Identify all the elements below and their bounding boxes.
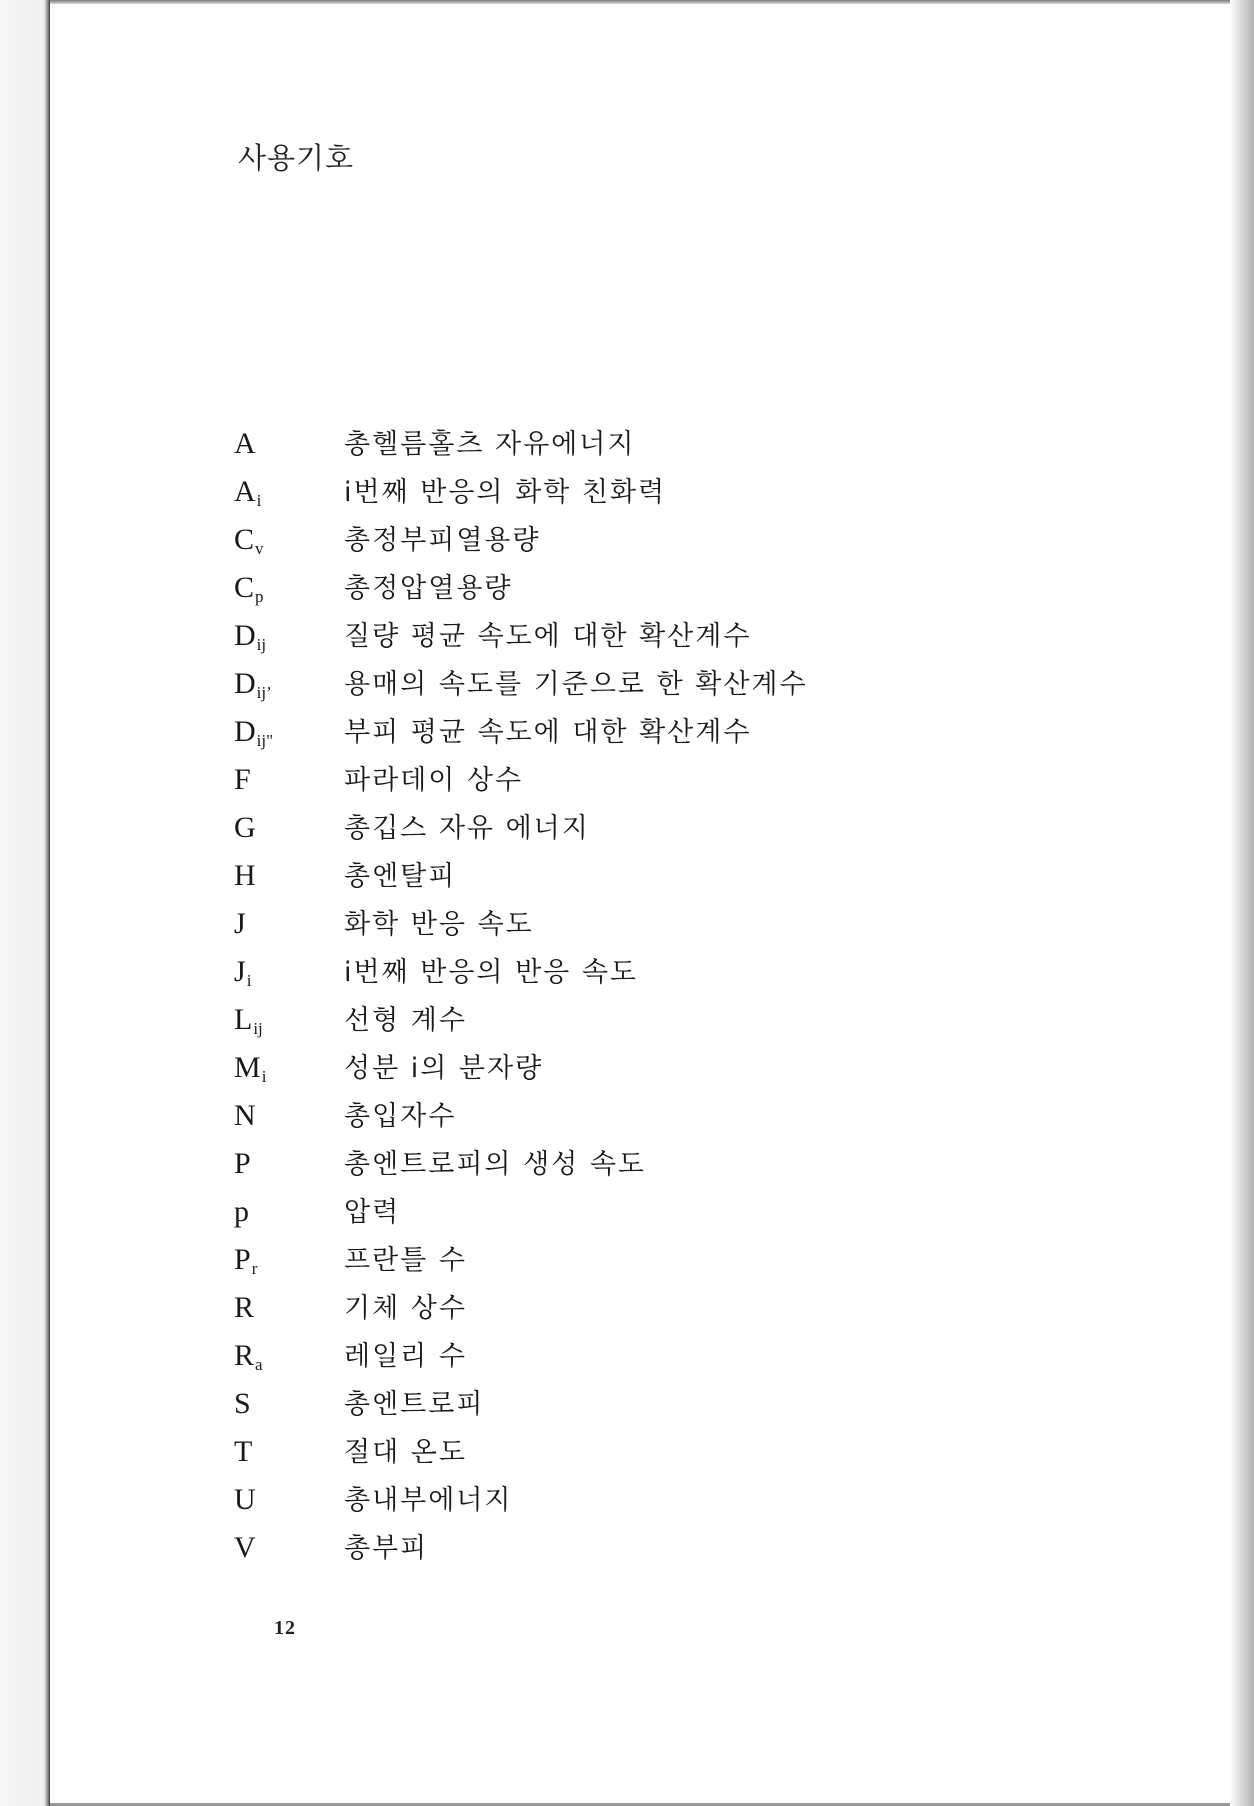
- symbol-letter: S: [234, 1387, 251, 1420]
- symbol-subscript: p: [255, 587, 264, 606]
- symbol-description: 프란틀 수: [344, 1244, 467, 1276]
- symbol-notation: [234, 429, 344, 459]
- symbol-row: [234, 660, 1034, 708]
- symbol-notation: [234, 1533, 344, 1563]
- symbol-description: 기체 상수: [344, 1292, 467, 1324]
- symbol-description: 총정압열용량: [344, 572, 513, 604]
- symbol-letter: M: [234, 1051, 261, 1084]
- page-right-edge: [1230, 0, 1254, 1806]
- symbol-row: [234, 1428, 1034, 1476]
- symbol-row: [234, 516, 1034, 564]
- symbol-letter: R: [234, 1339, 255, 1372]
- symbol-description: 화학 반응 속도: [344, 908, 534, 940]
- page-number: 12: [274, 1617, 296, 1639]
- symbol-list: [234, 420, 1034, 1572]
- symbol-description: 레일리 수: [344, 1340, 467, 1372]
- symbol-row: [234, 468, 1034, 516]
- symbol-description: i번째 반응의 반응 속도: [344, 956, 638, 988]
- symbol-letter: G: [234, 811, 256, 844]
- symbol-letter: L: [234, 1003, 253, 1036]
- symbol-notation: [234, 861, 344, 891]
- symbol-notation: [234, 1389, 344, 1419]
- symbol-description: 총깁스 자유 에너지: [344, 812, 590, 844]
- symbol-description: 부피 평균 속도에 대한 확산계수: [344, 716, 752, 748]
- symbol-subscript: i: [261, 1067, 267, 1086]
- symbol-notation: [234, 667, 344, 702]
- symbol-row: [234, 612, 1034, 660]
- symbol-notation: [234, 1293, 344, 1323]
- symbol-description: 총엔트로피의 생성 속도: [344, 1148, 646, 1180]
- symbol-description: 총입자수: [344, 1100, 457, 1132]
- symbol-row: [234, 1044, 1034, 1092]
- symbol-row: [234, 708, 1034, 756]
- symbol-row: [234, 1188, 1034, 1236]
- symbol-row: [234, 1284, 1034, 1332]
- symbol-row: [234, 1140, 1034, 1188]
- symbol-notation: [234, 813, 344, 843]
- symbol-letter: V: [234, 1531, 256, 1564]
- symbol-subscript: ij: [256, 635, 267, 654]
- symbol-letter: P: [234, 1147, 251, 1180]
- symbol-description: 질량 평균 속도에 대한 확산계수: [344, 620, 752, 652]
- symbol-letter: R: [234, 1291, 255, 1324]
- symbol-letter: A: [234, 475, 256, 508]
- symbol-description: 선형 계수: [344, 1004, 467, 1036]
- symbol-letter: p: [234, 1195, 249, 1228]
- symbol-notation: [234, 1003, 344, 1038]
- symbol-row: [234, 564, 1034, 612]
- symbol-letter: D: [234, 667, 256, 700]
- symbol-letter: P: [234, 1243, 251, 1276]
- symbol-row: [234, 1476, 1034, 1524]
- symbol-letter: T: [234, 1435, 253, 1468]
- symbol-description: 파라데이 상수: [344, 764, 524, 796]
- symbol-row: [234, 1236, 1034, 1284]
- symbol-letter: J: [234, 955, 246, 988]
- symbol-notation: [234, 715, 344, 750]
- symbol-row: [234, 804, 1034, 852]
- symbol-description: 용매의 속도를 기준으로 한 확산계수: [344, 668, 808, 700]
- symbol-letter: C: [234, 571, 255, 604]
- symbol-description: 절대 온도: [344, 1436, 467, 1468]
- symbol-row: [234, 756, 1034, 804]
- book-spine-edge: [0, 0, 50, 1806]
- symbol-notation: [234, 1485, 344, 1515]
- symbol-description: 총내부에너지: [344, 1484, 513, 1516]
- symbol-letter: D: [234, 619, 256, 652]
- symbol-row: [234, 1092, 1034, 1140]
- symbol-letter: C: [234, 523, 255, 556]
- symbol-notation: [234, 523, 344, 558]
- symbol-row: [234, 900, 1034, 948]
- symbol-notation: [234, 955, 344, 990]
- symbol-notation: [234, 765, 344, 795]
- symbol-row: [234, 1380, 1034, 1428]
- symbol-row: [234, 1332, 1034, 1380]
- symbol-subscript: ij": [256, 731, 274, 750]
- page-title: 사용기호: [238, 141, 355, 175]
- symbol-row: [234, 420, 1034, 468]
- symbol-row: [234, 1524, 1034, 1572]
- symbol-letter: H: [234, 859, 256, 892]
- symbol-description: 총엔트로피: [344, 1388, 485, 1420]
- symbol-subscript: r: [251, 1259, 258, 1278]
- symbol-notation: [234, 1101, 344, 1131]
- symbol-notation: [234, 1339, 344, 1374]
- symbol-subscript: ij’: [256, 683, 272, 702]
- symbol-notation: [234, 1051, 344, 1086]
- symbol-letter: J: [234, 907, 246, 940]
- symbol-letter: D: [234, 715, 256, 748]
- symbol-notation: [234, 1437, 344, 1467]
- symbol-description: 총부피: [344, 1532, 429, 1564]
- symbol-description: 총헬름홀츠 자유에너지: [344, 428, 636, 460]
- symbol-notation: [234, 1243, 344, 1278]
- symbol-subscript: i: [256, 491, 262, 510]
- symbol-notation: [234, 909, 344, 939]
- symbol-letter: N: [234, 1099, 256, 1132]
- symbol-notation: [234, 571, 344, 606]
- symbol-subscript: ij: [253, 1019, 263, 1038]
- symbol-description: 성분 i의 분자량: [344, 1052, 544, 1084]
- symbol-notation: [234, 475, 344, 510]
- symbol-letter: A: [234, 427, 256, 460]
- symbol-row: [234, 996, 1034, 1044]
- symbol-letter: U: [234, 1483, 256, 1516]
- symbol-letter: F: [234, 763, 251, 796]
- page-top-edge: [50, 0, 1254, 4]
- symbol-row: [234, 948, 1034, 996]
- symbol-subscript: v: [255, 539, 264, 558]
- symbol-row: [234, 852, 1034, 900]
- symbol-subscript: a: [255, 1355, 263, 1374]
- symbol-notation: [234, 619, 344, 654]
- symbol-description: 총엔탈피: [344, 860, 457, 892]
- symbol-subscript: i: [246, 971, 252, 990]
- symbol-notation: [234, 1197, 344, 1227]
- symbol-notation: [234, 1149, 344, 1179]
- symbol-description: 총정부피열용량: [344, 524, 541, 556]
- symbol-description: i번째 반응의 화학 친화력: [344, 476, 667, 508]
- symbol-description: 압력: [344, 1196, 401, 1228]
